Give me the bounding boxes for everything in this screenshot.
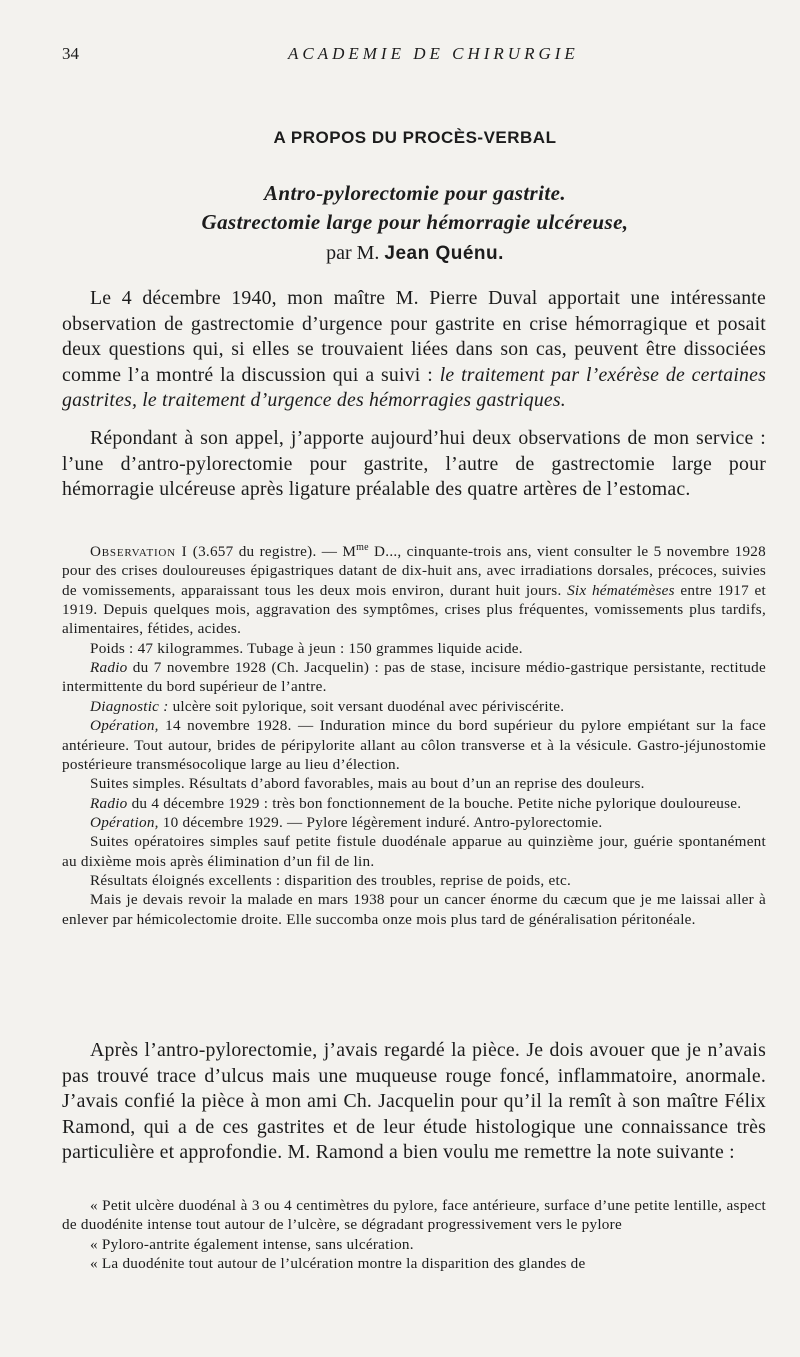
diagnostic-text: ulcère soit pylorique, soit versant duodénal avec périviscérite. — [168, 697, 565, 715]
mme-superscript: me — [356, 542, 369, 553]
ramond-note-quote — [62, 1196, 766, 1273]
observation-intro-a: (3.657 du registre). — M — [187, 543, 357, 561]
intro-text: Le 4 décembre 1940, mon maître M. Pierre Duval apportait une intéressante observation de gastrectomie d’urgence pour gastrite en crise hémorragique et posait deux questions qui, si elles se trouvaient liées dans son cas, peuvent être dissociées comme l’a montré la discussion qui a suivi : — [62, 287, 766, 386]
paragraph-after-surgery — [62, 1038, 766, 1166]
author-name: Jean Quénu. — [384, 243, 504, 264]
quote-line-2: « Pyloro-antrite également intense, sans ulcération. — [90, 1235, 414, 1253]
observation-intro-b: D..., cinquante-trois ans, vient consulter le 5 novembre 1928 pour des crises douloureuses épigastriques datant de dix-huit ans, avec irradiations dorsales, précoces, suivies de vomissements, apparaissant tous les deux mois environ, durant huit jours. — [62, 543, 766, 599]
operation-2-text: 10 décembre 1929. — Pylore légèrement induré. Antro-pylorectomie. — [158, 813, 603, 831]
radio-2-label: Radio — [90, 794, 128, 812]
paragraph-response — [62, 426, 766, 503]
operation-1-text: 14 novembre 1928. — Induration mince du bord supérieur du pylore empiétant sur la face antérieure. Tout autour, brides de péripylorite allant au côlon transverse et à la vésicule. Gastro-jéjunostomie postérieure transmésocolique large au lieu d’élection. — [62, 717, 766, 773]
quote-line-1: « Petit ulcère duodénal à 3 ou 4 centimètres du pylore, face antérieure, surface d’une petite lentille, aspect de duodénite intense tout autour de l’ulcère, se dégradant progressivement vers le pylore — [62, 1197, 766, 1234]
article-title-line-1: Antro-pylorectomie pour gastrite. — [264, 181, 566, 205]
running-header — [62, 44, 760, 68]
article-title-line-2: Gastrectomie large pour hémorragie ulcéreuse, — [201, 210, 629, 234]
journal-title: ACADEMIE DE CHIRURGIE — [288, 44, 579, 63]
byline — [0, 242, 800, 265]
after-surgery-text: Après l’antro-pylorectomie, j’avais regardé la pièce. Je dois avouer que je n’avais pas trouvé trace d’ulcus mais une muqueuse rouge foncé, inflammatoire, anormale. J’avais confié la pièce à mon ami Ch. Jacquelin pour qu’il la remît à son maître Félix Ramond, qui a de ces gastrites et de leur étude histologique une connaissance très particulière et approfondie. M. Ramond a bien voulu me remettre la note suivante : — [62, 1039, 766, 1163]
diagnostic-label: Diagnostic : — [90, 697, 169, 715]
observation-intro-italic: Six hématémèses — [567, 581, 675, 599]
operation-1-label: Opération, — [90, 717, 159, 735]
observation-operation-2 — [62, 813, 766, 832]
quote-line-3: « La duodénite tout autour de l’ulcération montre la disparition des glandes de — [90, 1255, 586, 1273]
radio-1-label: Radio — [90, 659, 128, 677]
observation-diagnostic — [62, 697, 766, 716]
byline-prefix: par M. — [326, 242, 380, 264]
radio-1-text: du 7 novembre 1928 (Ch. Jacquelin) : pas de stase, incisure médio-gastrique persistante, rectitude intermittente du bord supérieur de l’antre. — [62, 659, 766, 696]
observation-suites-2: Suites opératoires simples sauf petite fistule duodénale apparue au quinzième jour, guérie spontanément au dixième mois après élimination d’un fil de lin. — [62, 833, 766, 870]
observation-intro-c: entre 1917 et 1919. Depuis quelques mois, aggravation des symptômes, crises plus fréquentes, vomissements plus tardifs, alimentaires, fétides, acides. — [62, 581, 766, 638]
observation-final: Mais je devais revoir la malade en mars 1938 pour un cancer énorme du cæcum que je me laissai aller à enlever par hémicolectomie droite. Elle succomba onze mois plus tard de généralisation péritonéale. — [62, 891, 766, 928]
operation-2-label: Opération, — [90, 813, 159, 831]
observation-poids: Poids : 47 kilogrammes. Tubage à jeun : 150 grammes liquide acide. — [90, 639, 523, 657]
response-text: Répondant à son appel, j’apporte aujourd’hui deux observations de mon service : l’une d’antro-pylorectomie pour gastrite, l’autre de gastrectomie large pour hémorragie ulcéreuse après ligature préalable des quatre artères de l’estomac. — [62, 427, 766, 500]
observation-intro — [62, 538, 766, 639]
paragraph-intro — [62, 286, 766, 414]
observation-label: Observation I — [90, 543, 188, 561]
intro-italic-text: le traitement par l’exérèse de certaines gastrites, le traitement d’urgence des hémorragies gastriques. — [62, 363, 766, 411]
observation-operation-1 — [62, 716, 766, 774]
section-title: A PROPOS DU PROCÈS-VERBAL — [273, 128, 557, 147]
observation-radio-2 — [62, 794, 766, 813]
page-number: 34 — [62, 44, 79, 63]
observation-block — [62, 538, 766, 929]
observation-radio-1 — [62, 658, 766, 697]
observation-suites-1: Suites simples. Résultats d’abord favorables, mais au bout d’un an reprise des douleurs. — [90, 775, 645, 793]
observation-resultats: Résultats éloignés excellents : disparition des troubles, reprise de poids, etc. — [90, 871, 572, 889]
radio-2-text: du 4 décembre 1929 : très bon fonctionnement de la bouche. Petite niche pylorique douloureuse. — [127, 794, 742, 812]
